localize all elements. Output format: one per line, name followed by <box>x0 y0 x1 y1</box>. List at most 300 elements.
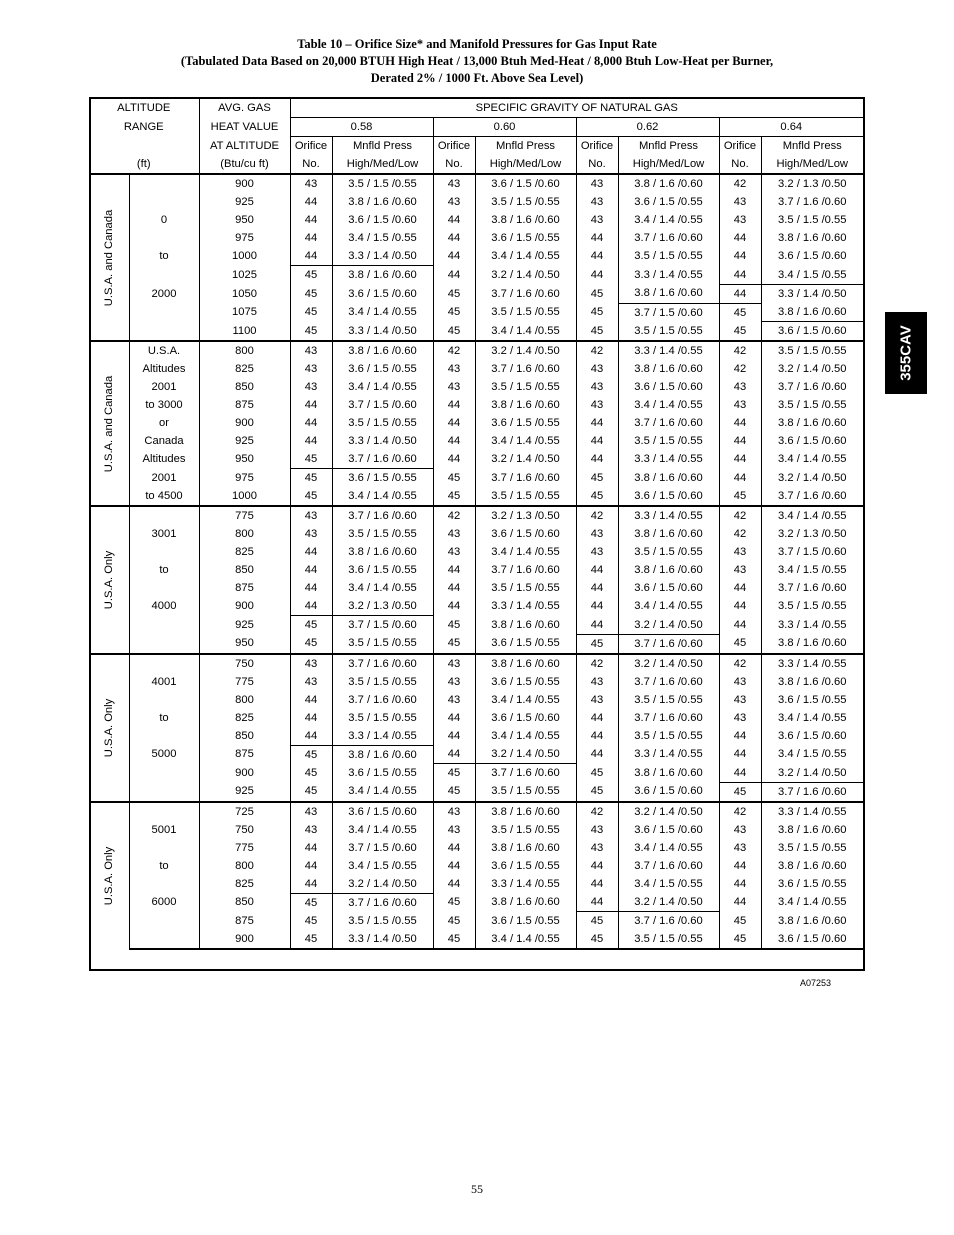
press-060-cell: 3.8 / 1.6 /0.60 <box>475 839 576 857</box>
title-line-3: Derated 2% / 1000 Ft. Above Sea Level) <box>370 71 584 85</box>
press-058-cell: 3.7 / 1.5 /0.60 <box>332 839 433 857</box>
orifice-062-cell: 44 <box>576 561 618 579</box>
press-064-cell: 3.8 / 1.6 /0.60 <box>761 229 863 247</box>
table-row <box>89 396 863 414</box>
orifice-058-cell: 45 <box>290 912 332 931</box>
mnfld-header: Mnfld Press <box>761 137 863 156</box>
no-header: No. <box>576 155 618 174</box>
orifice-062-cell: 45 <box>576 782 618 802</box>
range-label <box>129 691 199 709</box>
heat-value-cell: 800 <box>199 525 290 543</box>
press-064-cell: 3.6 / 1.5 /0.55 <box>761 691 863 709</box>
orifice-pressure-table <box>89 97 863 950</box>
press-062-cell: 3.3 / 1.4 /0.55 <box>618 450 719 469</box>
table-row <box>89 506 863 525</box>
press-058-cell: 3.3 / 1.4 /0.50 <box>332 432 433 450</box>
heat-value-cell: 900 <box>199 930 290 949</box>
orifice-062-cell: 45 <box>576 284 618 303</box>
orifice-064-cell: 44 <box>719 469 761 488</box>
hml-header: High/Med/Low <box>618 155 719 174</box>
press-064-cell: 3.6 / 1.5 /0.60 <box>761 432 863 450</box>
heat-value-cell: 775 <box>199 839 290 857</box>
orifice-058-cell: 45 <box>290 745 332 764</box>
orifice-058-cell: 43 <box>290 802 332 821</box>
press-060-cell: 3.7 / 1.6 /0.60 <box>475 469 576 488</box>
orifice-header: Orifice <box>576 137 618 156</box>
press-060-cell: 3.7 / 1.6 /0.60 <box>475 360 576 378</box>
press-062-cell: 3.7 / 1.5 /0.60 <box>618 303 719 322</box>
table-row <box>89 543 863 561</box>
range-label: Altitudes <box>129 450 199 469</box>
orifice-062-cell: 44 <box>576 893 618 912</box>
press-064-cell: 3.4 / 1.5 /0.55 <box>761 266 863 285</box>
orifice-064-cell: 45 <box>719 912 761 931</box>
table-row <box>89 450 863 469</box>
heat-value-cell: 775 <box>199 506 290 525</box>
press-064-cell: 3.7 / 1.6 /0.60 <box>761 378 863 396</box>
orifice-060-cell: 44 <box>433 597 475 616</box>
press-062-cell: 3.2 / 1.4 /0.50 <box>618 616 719 635</box>
range-label <box>129 579 199 597</box>
range-label <box>129 543 199 561</box>
orifice-060-cell: 44 <box>433 709 475 727</box>
press-060-cell: 3.7 / 1.6 /0.60 <box>475 561 576 579</box>
range-label: or <box>129 414 199 432</box>
press-062-cell: 3.5 / 1.5 /0.55 <box>618 691 719 709</box>
press-064-cell: 3.5 / 1.5 /0.55 <box>761 839 863 857</box>
press-058-cell: 3.6 / 1.5 /0.60 <box>332 211 433 229</box>
page-number: 55 <box>471 1182 483 1196</box>
heat-value-cell: 750 <box>199 654 290 673</box>
heat-value-cell: 1075 <box>199 303 290 322</box>
table-row <box>89 673 863 691</box>
orifice-062-cell: 43 <box>576 673 618 691</box>
table-row <box>89 432 863 450</box>
press-064-cell: 3.3 / 1.4 /0.55 <box>761 654 863 673</box>
orifice-058-cell: 43 <box>290 821 332 839</box>
table-row <box>89 857 863 875</box>
press-060-cell: 3.5 / 1.5 /0.55 <box>475 782 576 802</box>
orifice-062-cell: 42 <box>576 802 618 821</box>
orifice-058-cell: 44 <box>290 839 332 857</box>
press-060-cell: 3.5 / 1.5 /0.55 <box>475 821 576 839</box>
heat-value-cell: 975 <box>199 229 290 247</box>
table-row <box>89 709 863 727</box>
no-header: No. <box>433 155 475 174</box>
orifice-058-cell: 45 <box>290 930 332 949</box>
press-064-cell: 3.6 / 1.5 /0.60 <box>761 930 863 949</box>
table-row <box>89 875 863 894</box>
table-row <box>89 561 863 579</box>
heat-value-cell: 1025 <box>199 266 290 285</box>
range-label <box>129 727 199 746</box>
orifice-060-cell: 45 <box>433 487 475 506</box>
range-label <box>129 506 199 525</box>
table-row <box>89 266 863 285</box>
press-064-cell: 3.7 / 1.6 /0.60 <box>761 193 863 211</box>
press-058-cell: 3.5 / 1.5 /0.55 <box>332 174 433 193</box>
heat-value-cell: 900 <box>199 597 290 616</box>
range-label <box>129 322 199 342</box>
orifice-064-cell: 42 <box>719 506 761 525</box>
orifice-062-cell: 44 <box>576 450 618 469</box>
orifice-058-cell: 44 <box>290 875 332 894</box>
press-060-cell: 3.7 / 1.6 /0.60 <box>475 284 576 303</box>
orifice-058-cell: 45 <box>290 266 332 285</box>
orifice-header: Orifice <box>719 137 761 156</box>
orifice-064-cell: 44 <box>719 247 761 266</box>
range-header: RANGE <box>123 121 164 133</box>
orifice-058-cell: 43 <box>290 378 332 396</box>
side-tab <box>885 312 927 394</box>
heat-value-cell: 900 <box>199 414 290 432</box>
hml-header: High/Med/Low <box>761 155 863 174</box>
heat-value-cell: 800 <box>199 691 290 709</box>
table-row <box>89 341 863 360</box>
table-row <box>89 378 863 396</box>
orifice-060-cell: 45 <box>433 303 475 322</box>
orifice-064-cell: 45 <box>719 303 761 322</box>
table-row <box>89 284 863 303</box>
title-line-1: Table 10 – Orifice Size* and Manifold Pressures for Gas Input Rate <box>297 37 657 51</box>
range-label: 0 <box>129 211 199 229</box>
mnfld-header: Mnfld Press <box>618 137 719 156</box>
table-row <box>89 634 863 654</box>
press-062-cell: 3.8 / 1.6 /0.60 <box>618 284 719 303</box>
press-062-cell: 3.6 / 1.5 /0.60 <box>618 487 719 506</box>
table-row <box>89 229 863 247</box>
orifice-062-cell: 43 <box>576 211 618 229</box>
orifice-062-cell: 43 <box>576 691 618 709</box>
range-label: to 4500 <box>129 487 199 506</box>
press-062-cell: 3.7 / 1.6 /0.60 <box>618 912 719 931</box>
orifice-064-cell: 45 <box>719 487 761 506</box>
press-058-cell: 3.6 / 1.5 /0.55 <box>332 764 433 783</box>
press-062-cell: 3.7 / 1.6 /0.60 <box>618 857 719 875</box>
heat-value-cell: 1000 <box>199 247 290 266</box>
press-062-cell: 3.8 / 1.6 /0.60 <box>618 469 719 488</box>
range-label <box>129 303 199 322</box>
table-row <box>89 597 863 616</box>
orifice-058-cell: 45 <box>290 303 332 322</box>
press-058-cell: 3.8 / 1.6 /0.60 <box>332 745 433 764</box>
table-row <box>89 174 863 193</box>
orifice-062-cell: 43 <box>576 193 618 211</box>
orifice-062-cell: 43 <box>576 821 618 839</box>
press-060-cell: 3.5 / 1.5 /0.55 <box>475 487 576 506</box>
orifice-060-cell: 44 <box>433 211 475 229</box>
press-058-cell: 3.6 / 1.5 /0.55 <box>332 360 433 378</box>
region-text: U.S.A. and Canada <box>102 375 115 472</box>
orifice-064-cell: 44 <box>719 579 761 597</box>
press-064-cell: 3.4 / 1.4 /0.55 <box>761 893 863 912</box>
heat-value-cell: 900 <box>199 764 290 783</box>
orifice-064-cell: 43 <box>719 709 761 727</box>
table-row <box>89 802 863 821</box>
press-058-cell: 3.6 / 1.5 /0.55 <box>332 469 433 488</box>
orifice-060-cell: 43 <box>433 360 475 378</box>
orifice-064-cell: 44 <box>719 764 761 783</box>
heat-value-cell: 875 <box>199 396 290 414</box>
sg-060: 0.60 <box>433 118 576 137</box>
press-060-cell: 3.6 / 1.5 /0.55 <box>475 857 576 875</box>
range-label <box>129 875 199 894</box>
orifice-064-cell: 44 <box>719 616 761 635</box>
orifice-062-cell: 44 <box>576 745 618 764</box>
orifice-064-cell: 44 <box>719 266 761 285</box>
heat-value-cell: 925 <box>199 616 290 635</box>
range-label <box>129 654 199 673</box>
orifice-064-cell: 43 <box>719 193 761 211</box>
table-row <box>89 360 863 378</box>
table-row <box>89 414 863 432</box>
table-row <box>89 727 863 746</box>
header-row-2 <box>89 118 863 137</box>
range-label: Altitudes <box>129 360 199 378</box>
heat-value-cell: 725 <box>199 802 290 821</box>
orifice-062-cell: 45 <box>576 634 618 654</box>
press-062-cell: 3.7 / 1.6 /0.60 <box>618 414 719 432</box>
orifice-062-cell: 44 <box>576 432 618 450</box>
press-064-cell: 3.3 / 1.4 /0.50 <box>761 284 863 303</box>
range-label: 2000 <box>129 284 199 303</box>
orifice-058-cell: 44 <box>290 432 332 450</box>
press-060-cell: 3.4 / 1.4 /0.55 <box>475 432 576 450</box>
orifice-064-cell: 42 <box>719 525 761 543</box>
orifice-060-cell: 45 <box>433 616 475 635</box>
press-058-cell: 3.5 / 1.5 /0.55 <box>332 912 433 931</box>
orifice-064-cell: 43 <box>719 821 761 839</box>
orifice-064-cell: 44 <box>719 414 761 432</box>
orifice-064-cell: 43 <box>719 543 761 561</box>
range-label: to <box>129 561 199 579</box>
orifice-060-cell: 44 <box>433 266 475 285</box>
orifice-header: Orifice <box>290 137 332 156</box>
press-060-cell: 3.6 / 1.5 /0.60 <box>475 709 576 727</box>
press-058-cell: 3.3 / 1.4 /0.50 <box>332 322 433 342</box>
table-row <box>89 469 863 488</box>
press-058-cell: 3.4 / 1.4 /0.55 <box>332 303 433 322</box>
press-058-cell: 3.8 / 1.6 /0.60 <box>332 543 433 561</box>
press-062-cell: 3.5 / 1.5 /0.55 <box>618 543 719 561</box>
orifice-060-cell: 44 <box>433 561 475 579</box>
press-062-cell: 3.8 / 1.6 /0.60 <box>618 764 719 783</box>
press-062-cell: 3.7 / 1.6 /0.60 <box>618 709 719 727</box>
range-label <box>129 229 199 247</box>
press-064-cell: 3.6 / 1.5 /0.60 <box>761 247 863 266</box>
orifice-062-cell: 44 <box>576 266 618 285</box>
orifice-060-cell: 45 <box>433 782 475 802</box>
press-060-cell: 3.8 / 1.6 /0.60 <box>475 616 576 635</box>
heat-value-cell: 950 <box>199 634 290 654</box>
range-label <box>129 193 199 211</box>
orifice-060-cell: 45 <box>433 634 475 654</box>
press-060-cell: 3.5 / 1.5 /0.55 <box>475 303 576 322</box>
range-label <box>129 764 199 783</box>
press-058-cell: 3.8 / 1.6 /0.60 <box>332 266 433 285</box>
press-062-cell: 3.8 / 1.6 /0.60 <box>618 360 719 378</box>
orifice-058-cell: 44 <box>290 193 332 211</box>
orifice-064-cell: 42 <box>719 174 761 193</box>
press-064-cell: 3.7 / 1.6 /0.60 <box>761 782 863 802</box>
orifice-058-cell: 45 <box>290 450 332 469</box>
orifice-058-cell: 45 <box>290 322 332 342</box>
table-body <box>89 174 863 949</box>
orifice-060-cell: 45 <box>433 912 475 931</box>
orifice-058-cell: 44 <box>290 211 332 229</box>
orifice-064-cell: 44 <box>719 284 761 303</box>
press-060-cell: 3.4 / 1.4 /0.55 <box>475 727 576 746</box>
press-064-cell: 3.5 / 1.5 /0.55 <box>761 597 863 616</box>
press-062-cell: 3.7 / 1.6 /0.60 <box>618 229 719 247</box>
press-062-cell: 3.4 / 1.4 /0.55 <box>618 839 719 857</box>
orifice-062-cell: 43 <box>576 360 618 378</box>
press-058-cell: 3.4 / 1.5 /0.55 <box>332 857 433 875</box>
range-label: 3001 <box>129 525 199 543</box>
orifice-058-cell: 45 <box>290 469 332 488</box>
heat-value-cell: 1050 <box>199 284 290 303</box>
press-060-cell: 3.6 / 1.5 /0.55 <box>475 634 576 654</box>
orifice-058-cell: 44 <box>290 247 332 266</box>
range-label: 2001 <box>129 378 199 396</box>
range-label: to 3000 <box>129 396 199 414</box>
heat-value-cell: 775 <box>199 673 290 691</box>
press-064-cell: 3.8 / 1.6 /0.60 <box>761 634 863 654</box>
press-058-cell: 3.5 / 1.5 /0.55 <box>332 709 433 727</box>
orifice-header: Orifice <box>433 137 475 156</box>
heat-value-cell: 850 <box>199 378 290 396</box>
side-tab-label: 355CAV <box>897 325 915 381</box>
press-064-cell: 3.8 / 1.6 /0.60 <box>761 673 863 691</box>
region-label <box>89 506 129 654</box>
orifice-058-cell: 44 <box>290 396 332 414</box>
heat-value-cell: 950 <box>199 450 290 469</box>
orifice-060-cell: 42 <box>433 341 475 360</box>
orifice-060-cell: 45 <box>433 322 475 342</box>
heat-value-cell: 800 <box>199 341 290 360</box>
press-062-cell: 3.6 / 1.5 /0.60 <box>618 821 719 839</box>
orifice-064-cell: 42 <box>719 341 761 360</box>
orifice-062-cell: 45 <box>576 930 618 949</box>
heat-value-cell: 850 <box>199 561 290 579</box>
orifice-064-cell: 45 <box>719 634 761 654</box>
table-title <box>0 36 954 87</box>
orifice-060-cell: 44 <box>433 396 475 414</box>
press-060-cell: 3.5 / 1.5 /0.55 <box>475 193 576 211</box>
table-row <box>89 579 863 597</box>
orifice-060-cell: 43 <box>433 193 475 211</box>
press-058-cell: 3.3 / 1.4 /0.50 <box>332 247 433 266</box>
press-060-cell: 3.6 / 1.5 /0.60 <box>475 174 576 193</box>
table-row <box>89 525 863 543</box>
orifice-064-cell: 44 <box>719 450 761 469</box>
no-header: No. <box>290 155 332 174</box>
orifice-062-cell: 45 <box>576 303 618 322</box>
range-label <box>129 174 199 193</box>
region-text: U.S.A. and Canada <box>102 209 115 306</box>
orifice-064-cell: 44 <box>719 857 761 875</box>
orifice-058-cell: 45 <box>290 893 332 912</box>
heat-value-cell: 1000 <box>199 487 290 506</box>
table-row <box>89 839 863 857</box>
press-060-cell: 3.3 / 1.4 /0.55 <box>475 597 576 616</box>
press-058-cell: 3.5 / 1.5 /0.55 <box>332 414 433 432</box>
orifice-058-cell: 43 <box>290 174 332 193</box>
press-058-cell: 3.3 / 1.4 /0.50 <box>332 930 433 949</box>
press-060-cell: 3.8 / 1.6 /0.60 <box>475 802 576 821</box>
orifice-060-cell: 43 <box>433 543 475 561</box>
hml-header: High/Med/Low <box>475 155 576 174</box>
table-row <box>89 930 863 949</box>
orifice-058-cell: 43 <box>290 506 332 525</box>
press-058-cell: 3.7 / 1.5 /0.60 <box>332 396 433 414</box>
press-060-cell: 3.2 / 1.4 /0.50 <box>475 266 576 285</box>
range-label: 5000 <box>129 745 199 764</box>
press-058-cell: 3.5 / 1.5 /0.55 <box>332 673 433 691</box>
press-064-cell: 3.4 / 1.4 /0.55 <box>761 450 863 469</box>
heat-value-cell: 875 <box>199 745 290 764</box>
orifice-062-cell: 44 <box>576 229 618 247</box>
press-060-cell: 3.5 / 1.5 /0.55 <box>475 378 576 396</box>
orifice-062-cell: 43 <box>576 525 618 543</box>
press-058-cell: 3.6 / 1.5 /0.55 <box>332 561 433 579</box>
range-label <box>129 782 199 802</box>
press-058-cell: 3.4 / 1.4 /0.55 <box>332 378 433 396</box>
orifice-060-cell: 44 <box>433 857 475 875</box>
orifice-058-cell: 43 <box>290 360 332 378</box>
orifice-060-cell: 45 <box>433 469 475 488</box>
heat-value-cell: 875 <box>199 912 290 931</box>
range-label <box>129 839 199 857</box>
press-058-cell: 3.7 / 1.6 /0.60 <box>332 506 433 525</box>
region-text: U.S.A. Only <box>102 550 115 609</box>
press-062-cell: 3.5 / 1.5 /0.55 <box>618 727 719 746</box>
orifice-064-cell: 43 <box>719 673 761 691</box>
press-060-cell: 3.6 / 1.5 /0.55 <box>475 673 576 691</box>
orifice-062-cell: 44 <box>576 857 618 875</box>
orifice-064-cell: 45 <box>719 322 761 342</box>
orifice-058-cell: 45 <box>290 616 332 635</box>
press-064-cell: 3.8 / 1.6 /0.60 <box>761 912 863 931</box>
press-064-cell: 3.2 / 1.3 /0.50 <box>761 174 863 193</box>
orifice-062-cell: 43 <box>576 543 618 561</box>
range-label: 2001 <box>129 469 199 488</box>
press-062-cell: 3.2 / 1.4 /0.50 <box>618 802 719 821</box>
heat-value-cell: 1100 <box>199 322 290 342</box>
press-062-cell: 3.4 / 1.5 /0.55 <box>618 875 719 894</box>
orifice-062-cell: 44 <box>576 727 618 746</box>
orifice-062-cell: 45 <box>576 487 618 506</box>
orifice-064-cell: 42 <box>719 802 761 821</box>
press-060-cell: 3.6 / 1.5 /0.60 <box>475 525 576 543</box>
orifice-058-cell: 44 <box>290 597 332 616</box>
range-label: 6000 <box>129 893 199 912</box>
title-line-2: (Tabulated Data Based on 20,000 BTUH High Heat / 13,000 Btuh Med-Heat / 8,000 Btuh Low-Heat per Burner, <box>180 54 774 68</box>
region-label <box>89 174 129 341</box>
press-062-cell: 3.2 / 1.4 /0.50 <box>618 893 719 912</box>
press-060-cell: 3.6 / 1.5 /0.55 <box>475 912 576 931</box>
orifice-060-cell: 44 <box>433 247 475 266</box>
table-row <box>89 487 863 506</box>
orifice-062-cell: 43 <box>576 396 618 414</box>
press-060-cell: 3.8 / 1.6 /0.60 <box>475 211 576 229</box>
avg-gas-header: AVG. GAS <box>199 98 290 118</box>
orifice-060-cell: 44 <box>433 875 475 894</box>
orifice-064-cell: 45 <box>719 930 761 949</box>
heat-value-cell: 875 <box>199 579 290 597</box>
orifice-060-cell: 43 <box>433 802 475 821</box>
press-062-cell: 3.5 / 1.5 /0.55 <box>618 930 719 949</box>
